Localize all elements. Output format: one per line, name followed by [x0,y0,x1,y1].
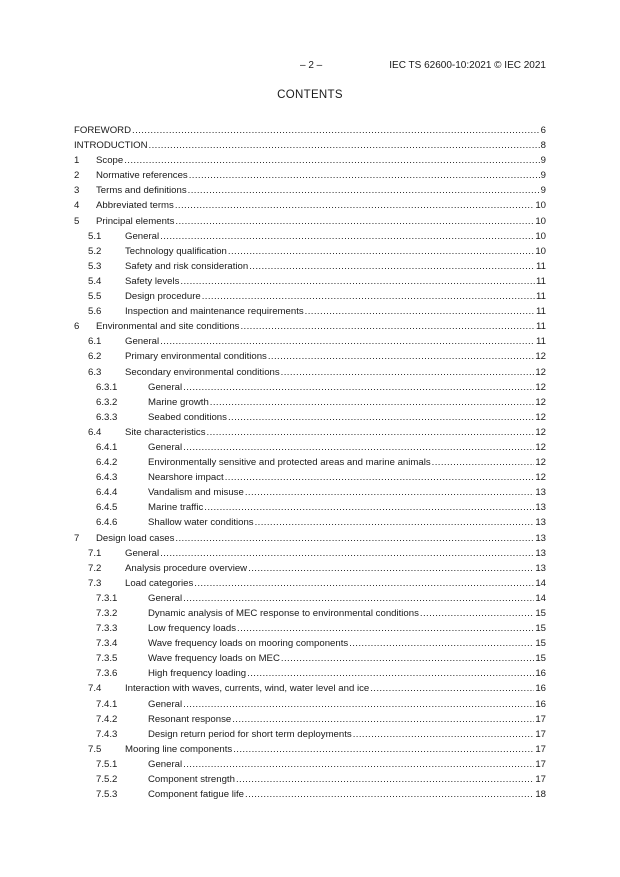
dot-leader [237,621,534,636]
toc-entry[interactable] [74,742,546,757]
toc-entry[interactable] [74,787,546,802]
toc-entry-leader [125,229,546,244]
toc-entry-title: Inspection and maintenance requirements [125,306,304,318]
toc-entry-page: 12 [535,472,546,484]
dot-leader [202,289,535,304]
toc-entry-leader [125,289,546,304]
dot-leader [194,576,534,591]
toc-entry-leader [125,349,546,364]
dot-leader [160,229,534,244]
toc-entry-title: Terms and definitions [96,185,187,197]
toc-entry-leader [74,123,546,138]
toc-entry-number: 6.3.3 [96,411,118,423]
toc-entry-number: 5.2 [88,245,102,257]
toc-entry-number: 7.4 [88,683,102,695]
toc-entry[interactable] [74,546,546,561]
toc-entry-page: 13 [535,487,546,499]
toc-entry-page: 11 [536,260,546,272]
dot-leader [183,697,534,712]
toc-entry-page: 13 [535,502,546,514]
toc-entry-leader [148,772,546,787]
toc-entry[interactable] [74,470,546,485]
dot-leader [175,531,534,546]
toc-entry[interactable] [74,229,546,244]
toc-entry-page: 11 [536,275,546,287]
toc-entry-number: 7.5.1 [96,758,118,770]
toc-entry-leader [148,621,546,636]
toc-entry-leader [148,410,546,425]
dot-leader [228,244,534,259]
toc-entry-number: 7.3.5 [96,653,118,665]
toc-entry-page: 12 [535,381,546,393]
toc-entry-title: Analysis procedure overview [125,562,248,574]
toc-entry-page: 9 [540,170,546,182]
dot-leader [432,455,535,470]
dot-leader [245,485,535,500]
toc-entry-number: 4 [74,200,80,212]
toc-entry-title: Environmentally sensitive and protected areas and marine animals [148,457,431,469]
toc-entry-title: Marine growth [148,396,209,408]
toc-entry-leader [125,681,546,696]
toc-entry-number: 6.1 [88,336,102,348]
toc-entry-leader [148,470,546,485]
toc-entry-leader [148,500,546,515]
toc-entry[interactable] [74,168,546,183]
toc-entry-page: 10 [535,215,546,227]
toc-entry[interactable] [74,319,546,334]
toc-entry-page: 12 [535,441,546,453]
dot-leader [183,757,534,772]
dot-leader [183,380,534,395]
toc-entry-title: Technology qualification [125,245,227,257]
toc-entry-page: 12 [535,457,546,469]
dot-leader [370,681,534,696]
toc-entry-leader [125,365,546,380]
dot-leader [420,606,534,621]
toc-entry-title: High frequency loading [148,668,247,680]
toc-entry-leader [148,515,546,530]
dot-leader [249,259,535,274]
toc-entry-page: 16 [535,668,546,680]
toc-entry-page: 17 [535,713,546,725]
toc-entry-page: 9 [540,155,546,167]
toc-entry-leader [148,712,546,727]
dot-leader [245,787,534,802]
dot-leader [255,515,535,530]
toc-entry-title: Principal elements [96,215,175,227]
toc-entry[interactable] [74,515,546,530]
toc-entry-leader [125,274,546,289]
toc-entry-page: 6 [540,125,546,136]
dot-leader [247,666,534,681]
toc-entry[interactable] [74,425,546,440]
toc-entry-title: Marine traffic [148,502,204,514]
toc-entry-title: Design return period for short term deployments [148,728,352,740]
toc-entry-title: Nearshore impact [148,472,224,484]
toc-entry[interactable] [74,304,546,319]
dot-leader [124,153,539,168]
toc-entry-title: Wave frequency loads on mooring components [148,638,349,650]
toc-entry-title: Load categories [125,577,194,589]
toc-entry-title: General [148,758,183,770]
toc-entry[interactable] [74,727,546,742]
toc-entry-number: 2 [74,170,80,182]
toc-entry-title: General [148,441,183,453]
dot-leader [160,546,534,561]
toc-entry[interactable] [74,334,546,349]
toc-entry-page: 11 [536,321,546,333]
dot-leader [233,742,534,757]
toc-entry-page: 17 [535,728,546,740]
toc-entry-title: Wave frequency loads on MEC [148,653,280,665]
toc-entry-leader [148,455,546,470]
toc-entry-number: 6 [74,321,80,333]
toc-entry-number: 6.3.1 [96,381,118,393]
toc-entry-number: 5.5 [88,291,102,303]
toc-entry-leader [148,395,546,410]
toc-entry-leader [96,168,546,183]
toc-entry[interactable] [74,440,546,455]
toc-entry-leader [74,138,546,153]
toc-entry-leader [125,576,546,591]
toc-entry[interactable] [74,621,546,636]
toc-entry-leader [148,485,546,500]
toc-entry-leader [148,636,546,651]
toc-entry[interactable] [74,349,546,364]
toc-entry[interactable] [74,274,546,289]
toc-entry-title: Environmental and site conditions [96,321,240,333]
toc-entry-title: Component strength [148,774,235,786]
toc-entry[interactable] [74,636,546,651]
toc-entry[interactable] [74,500,546,515]
toc-entry-title: Resonant response [148,713,232,725]
toc-entry-title: Safety and risk consideration [125,260,249,272]
toc-entry-leader [148,787,546,802]
toc-entry[interactable] [74,591,546,606]
toc-entry-title: Vandalism and misuse [148,487,244,499]
toc-entry-leader [125,244,546,259]
toc-entry-title: General [125,336,160,348]
dot-leader [248,561,534,576]
toc-entry-leader [148,591,546,606]
dot-leader [232,712,534,727]
toc-entry-page: 12 [535,411,546,423]
toc-entry-page: 12 [535,396,546,408]
dot-leader [268,349,534,364]
dot-leader [149,138,540,153]
toc-entry[interactable] [74,153,546,168]
toc-entry-leader [148,380,546,395]
toc-entry-leader [148,666,546,681]
toc-entry-number: 7.5 [88,743,102,755]
toc-entry-page: 14 [535,577,546,589]
toc-entry-leader [96,319,546,334]
toc-entry-page: 17 [535,774,546,786]
toc-entry-title: General [148,381,183,393]
toc-entry-page: 16 [535,683,546,695]
toc-entry-number: 7.4.3 [96,728,118,740]
toc-entry-title: General [148,698,183,710]
toc-entry[interactable] [74,576,546,591]
toc-entry-number: 3 [74,185,80,197]
toc-entry-number: 7.3 [88,577,102,589]
dot-leader [225,470,535,485]
toc-entry-title: General [148,592,183,604]
dot-leader [353,727,535,742]
toc-entry-leader [125,561,546,576]
toc-entry-title: Component fatigue life [148,789,244,801]
toc-entry[interactable] [74,681,546,696]
toc-entry-leader [148,757,546,772]
toc-entry-title: Design procedure [125,291,201,303]
toc-entry-number: 6.4.3 [96,472,118,484]
toc-entry[interactable] [74,244,546,259]
toc-entry-number: 7.1 [88,547,102,559]
toc-entry[interactable] [74,651,546,666]
toc-entry-title: Abbreviated terms [96,200,174,212]
dot-leader [281,651,534,666]
toc-entry-leader [96,153,546,168]
toc-entry-number: 5 [74,215,80,227]
toc-entry-page: 15 [535,623,546,635]
toc-entry-number: 6.4.1 [96,441,118,453]
toc-entry-page: 15 [535,608,546,619]
toc-entry-page: 9 [540,185,546,197]
dot-leader [349,636,534,651]
toc-entry[interactable] [74,410,546,425]
toc-entry-leader [125,546,546,561]
dot-leader [210,395,535,410]
toc-entry-number: 7.4.2 [96,713,118,725]
toc-entry-page: 12 [535,426,546,438]
toc-entry-page: 14 [535,592,546,604]
toc-entry-number: 6.4.6 [96,517,118,529]
toc-entry-title: Secondary environmental conditions [125,366,280,378]
toc-entry[interactable] [74,214,546,229]
toc-entry-number: 6.4.5 [96,502,118,514]
toc-entry[interactable] [74,365,546,380]
toc-entry-number: 6.4.2 [96,457,118,469]
toc-entry-title: Interaction with waves, currents, wind, water level and ice [125,683,370,695]
toc-entry[interactable] [74,259,546,274]
toc-entry[interactable] [74,697,546,712]
dot-leader [180,274,535,289]
toc-entry-leader [96,531,546,546]
toc-entry-title: Safety levels [125,275,180,287]
toc-entry[interactable] [74,712,546,727]
dot-leader [175,198,534,213]
toc-entry-number: 7.3.6 [96,668,118,680]
toc-entry-number: 1 [74,155,80,167]
toc-entry-number: 7.4.1 [96,698,118,710]
toc-entry-page: 12 [535,366,546,378]
dot-leader [175,214,534,229]
toc-entry[interactable] [74,380,546,395]
toc-entry-title: INTRODUCTION [74,140,148,152]
toc-entry[interactable] [74,198,546,213]
dot-leader [305,304,535,319]
toc-entry-leader [96,198,546,213]
toc-entry[interactable] [74,531,546,546]
toc-entry[interactable] [74,138,546,153]
toc-entry-title: Normative references [96,170,188,182]
toc-entry-number: 5.1 [88,230,102,242]
toc-entry-page: 13 [535,547,546,559]
toc-entry-number: 7.5.2 [96,774,118,786]
toc-entry-page: 11 [536,336,546,348]
toc-entry-leader [148,697,546,712]
toc-entry-leader [125,334,546,349]
toc-entry-page: 17 [535,743,546,755]
toc-entry-title: Seabed conditions [148,411,227,423]
toc-entry-leader [148,727,546,742]
toc-entry-page: 10 [535,230,546,242]
toc-entry-title: Low frequency loads [148,623,236,635]
toc-entry-page: 10 [535,245,546,257]
toc-entry-number: 6.2 [88,351,102,363]
toc-entry-number: 6.4.4 [96,487,118,499]
toc-entry-number: 5.4 [88,275,102,287]
toc-entry-number: 7.3.3 [96,623,118,635]
toc-entry-page: 10 [535,200,546,212]
toc-entry-title: FOREWORD [74,125,132,136]
toc-entry-title: General [125,230,160,242]
toc-entry-number: 5.3 [88,260,102,272]
page-number: – 2 – [300,60,323,71]
toc-entry-title: Shallow water conditions [148,517,254,529]
toc-entry-number: 5.6 [88,306,102,318]
dot-leader [204,500,534,515]
toc-entry-title: Dynamic analysis of MEC response to environmental conditions [148,608,419,619]
toc-entry[interactable] [74,757,546,772]
toc-entry-page: 17 [535,758,546,770]
toc-entry[interactable] [74,772,546,787]
toc-entry-title: Design load cases [96,532,175,544]
toc-entry-page: 15 [535,653,546,665]
toc-entry-leader [125,259,546,274]
document-reference: IEC TS 62600-10:2021 © IEC 2021 [389,60,546,71]
toc-entry[interactable] [74,561,546,576]
contents-title: CONTENTS [277,89,343,101]
table-of-contents [74,123,546,802]
toc-entry-title: Scope [96,155,124,167]
toc-entry-leader [125,742,546,757]
toc-entry-leader [96,214,546,229]
toc-entry[interactable] [74,289,546,304]
toc-entry-page: 18 [535,789,546,801]
dot-leader [183,440,534,455]
toc-entry-number: 7.3.2 [96,608,118,619]
dot-leader [132,123,540,138]
toc-entry-page: 11 [536,306,546,318]
toc-entry-leader [96,183,546,198]
toc-entry-page: 15 [535,638,546,650]
toc-entry-page: 12 [535,351,546,363]
dot-leader [228,410,534,425]
toc-entry-page: 16 [535,698,546,710]
toc-entry-number: 7 [74,532,80,544]
toc-entry-number: 6.3.2 [96,396,118,408]
dot-leader [236,772,534,787]
dot-leader [240,319,535,334]
toc-entry-page: 13 [535,532,546,544]
dot-leader [189,168,540,183]
toc-entry-page: 8 [540,140,546,152]
toc-entry-title: Site characteristics [125,426,206,438]
toc-entry[interactable] [74,455,546,470]
toc-entry-number: 7.3.1 [96,592,118,604]
toc-entry-number: 7.5.3 [96,789,118,801]
toc-entry-leader [148,651,546,666]
toc-entry-leader [125,425,546,440]
dot-leader [188,183,540,198]
toc-entry-title: Mooring line components [125,743,233,755]
toc-entry-page: 13 [535,562,546,574]
toc-entry-page: 11 [536,291,546,303]
toc-entry-leader [148,606,546,621]
toc-entry-page: 13 [535,517,546,529]
toc-entry[interactable] [74,123,546,138]
toc-entry-leader [125,304,546,319]
dot-leader [183,591,534,606]
toc-entry-leader [148,440,546,455]
toc-entry[interactable] [74,485,546,500]
toc-entry[interactable] [74,606,546,621]
toc-entry-title: General [125,547,160,559]
dot-leader [207,425,535,440]
dot-leader [281,365,535,380]
toc-entry-number: 7.2 [88,562,102,574]
toc-entry-title: Primary environmental conditions [125,351,267,363]
toc-entry[interactable] [74,395,546,410]
dot-leader [160,334,535,349]
toc-entry-number: 6.4 [88,426,102,438]
toc-entry[interactable] [74,183,546,198]
toc-entry[interactable] [74,666,546,681]
toc-entry-number: 7.3.4 [96,638,118,650]
toc-entry-number: 6.3 [88,366,102,378]
